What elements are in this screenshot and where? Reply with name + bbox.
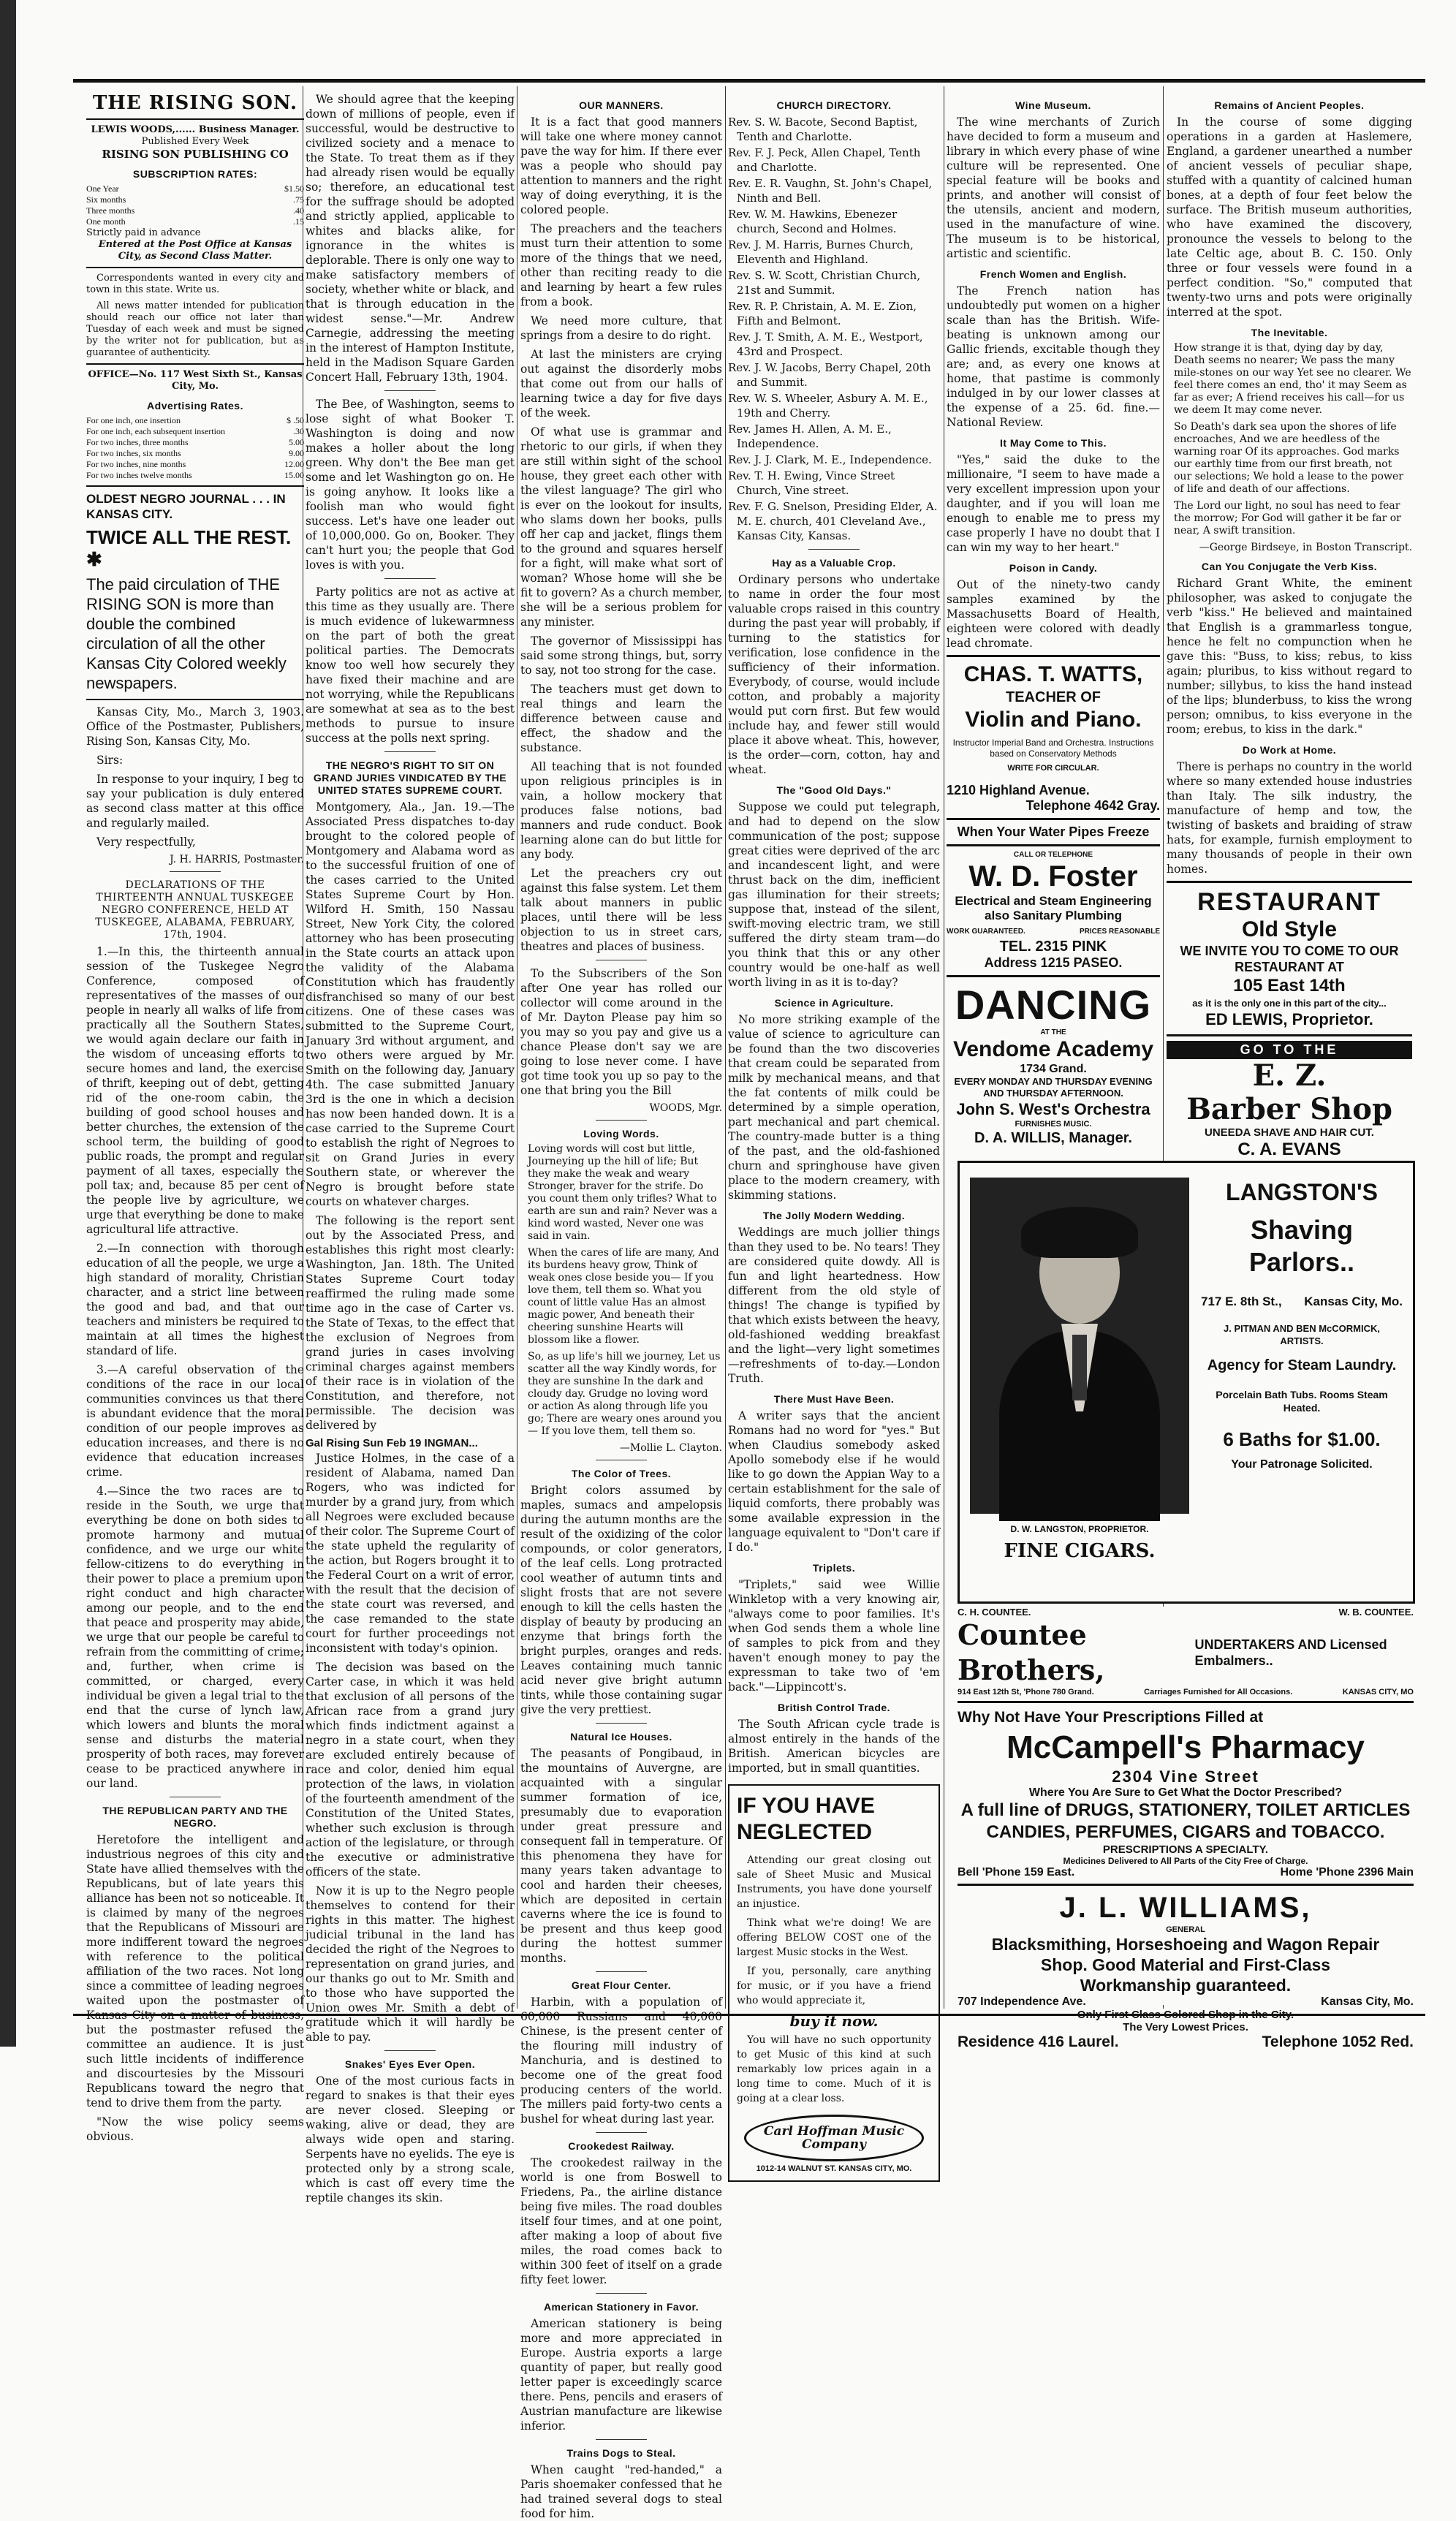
star-icon: ✱ [86,548,102,570]
snakes-heading: Snakes' Eyes Ever Open. [344,2058,476,2070]
patronage: Your Patronage Solicited. [1231,1458,1373,1471]
furnishes-music: FURNISHES MUSIC. [1015,1120,1092,1129]
langston-portrait [970,1178,1189,1514]
republican-closing: "Now the wise policy seems obvious. [86,2115,304,2143]
french-women-body: The French nation has undoubtedly put women on a higher scale than has the British. Wife-beating is unknown among our Gallic friends, excitable though they are; and, as every one knows at home, that pastime is commonly indulged in by our lower classes at the expense of a 25. 6d. fine.—National Review. [947,284,1160,429]
must-have-been-heading: There Must Have Been. [773,1393,895,1405]
baths-price: 6 Baths for $1.00. [1223,1428,1381,1450]
church-entry: Rev. E. R. Vaughn, St. John's Chapel, Ninth and Bell. [728,177,933,205]
church-entry: Rev. J. M. Harris, Burnes Church, Eleventh and Highland. [728,238,914,266]
divider [86,118,304,120]
ancient-peoples-body: In the course of some digging operations in a garden at Haslemere, England, a gardener unearthed a number of ancient vessels of peculiar shape, stuffed with a quantity of calcined human bones, at a depth of four feet below the surface. The British museum authorities, who have examined the discovery, pronounce the vessels to belong to the late Celtic age, about B. C. 150. Only three or four vessels were found in a perfect condition. "So," computed that twenty-two urns and pots were originally interred at the spot. [1167,115,1412,319]
foster-telephone: TEL. 2315 PINK [999,939,1107,955]
prescriptions-question: Why Not Have Your Prescriptions Filled at [958,1709,1264,1726]
countee-address-line: 914 East 12th St, 'Phone 780 Grand. Carriages Furnished for All Occasions. KANSAS CITY, MO [958,1688,1414,1697]
williams-address: 707 Independence Ave. Kansas City, Mo. [958,1995,1414,2008]
portrait-tie [1072,1335,1087,1400]
divider [947,975,1160,977]
church-entry: Rev. F. G. Snelson, Presiding Elder, A. M. E. church, 401 Cleveland Ave., Kansas City, Kansas. [728,500,938,542]
water-pipes-headline: When Your Water Pipes Freeze [957,824,1150,839]
postmaster-letter-closing: Very respectfully, [96,835,196,849]
portrait-hair [1021,1207,1138,1258]
restaurant-address: 105 East 14th [1233,976,1346,996]
subscription-rates [86,183,304,227]
ad-body-3: If you, personally, care anything for music, or if you have a friend who would appreciate it, [737,1965,931,2006]
may-come-body: "Yes," said the duke to the millionaire, "I seem to have made a very excellent impression upon your daughter, and if you will loan me enough to enable me to press my case properly I have no doubt that I can win my way to her heart." [947,453,1160,554]
separator [170,871,221,872]
pitman-mccormick: J. PITMAN AND BEN McCORMICK, ARTISTS. [1223,1323,1381,1346]
shaving: Shaving [1250,1215,1354,1245]
countee-name: Countee Brothers, [958,1618,1105,1686]
divider [86,363,304,365]
must-have-been-body: A writer says that the ancient Romans had no word for "yes." But when Claudius somebody asked Apollo somebody else if he would like to go down the Appian Way to a certain establishment for the sale of liquid comforts, there probably was some available expression in the language equivalent to "Don't care if I do." [728,1409,940,1554]
restaurant-style: Old Style [1241,917,1338,941]
jolly-wedding-body: Weddings are much jollier things than they used to be. No tears! They are considered quite dowdy. All is fun and light heartedness. How different from the old style of things! The change is typified by that which exists between the heavy, old-fashioned wedding breakfast and the light—very light sometimes—refreshments of to-day.—London Truth. [728,1226,940,1385]
church-directory-heading: CHURCH DIRECTORY. [776,99,892,111]
ice-houses-body: The peasants of Pongibaud, in the mountains of Auvergne, are acquainted with a singular summer formation of ice, presumably due to evaporation under great pressure and consequent fall in temperature. Of this phenomena they have for many years taken advantage to cool and harden their cheeses, which are deposited in certain caverns where the ice is found to be present and thus keep good during the hottest summer months. [520,1747,722,1965]
williams-contacts: Residence 416 Laurel. Telephone 1052 Red. [958,2033,1414,2050]
stationery-heading: American Stationery in Favor. [543,2301,699,2313]
barber-ad [1167,1041,1412,1172]
buy-it-now: buy it now. [789,2012,879,2030]
ice-houses-heading: Natural Ice Houses. [570,1731,672,1743]
grand-juries-body-4: The decision was based on the Carter case, in which it was held that exclusion of all persons of the African race from a grand jury which finds indictment against a negro in a state court, when they are excluded entirely because of race and color, denied him equal protection of the laws, in violation of the fourteenth amendment of the Constitution of the United States, whether such exclusion is through action of the legislature, or through the executive or administrative officers of the state. [306,1661,515,1879]
foster-line-1: Electrical and Steam Engineering [955,894,1152,908]
williams-line-1: Blacksmithing, Horseshoeing and Wagon Repair [991,1935,1380,1954]
where-sure: Where You Are Sure to Get What the Doctor Prescribed? [1028,1786,1343,1799]
langston-proprietor: D. W. LANGSTON, PROPRIETOR. [1010,1524,1149,1534]
published-weekly: Published Every Week [141,136,249,147]
church-entry: Rev. James H. Allen, A. M. E., Independence. [728,422,892,450]
restaurant-proprietor: ED LEWIS, Proprietor. [1205,1010,1373,1028]
may-come-heading: It May Come to This. [999,437,1107,449]
loving-words-stanza-2: When the cares of life are many, And its burdens heavy grow, Think of weak ones close beside you— If you love them, tell them so. What you count of little value Has an almost magic power, And beneath their cheering sunshine Hearts will blossom like a flower. [528,1247,719,1346]
science-agriculture-heading: Science in Agriculture. [774,997,894,1009]
fine-cigars: FINE CIGARS. [1004,1540,1156,1562]
grand-juries-body-2: The following is the report sent out by the Associated Press, and establishes this right most clearly: Washington, Jan. 18th. The United States Supreme Court today reaffirmed the ruling made some time ago in the case of Carter vs. the State of Texas, to the effect that the exclusion of Negroes from grand juries in cases involving criminal charges against members of their race is in violation of the Constitution, and therefore, not permissible. The decision was delivered by [306,1214,515,1432]
at-the: AT THE [1040,1028,1066,1036]
flour-center-body: Harbin, with a population of 60,000 Russians and 40,000 Chinese, is the present center of the flouring mill industry of Manchuria, and is destined to become one of the great food producing centers of the world. The millers paid forty-two cents a bushel for wheat during last year. [520,1995,722,2126]
church-entry: Rev. J. W. Jacobs, Berry Chapel, 20th and Summit. [728,361,931,389]
postmaster-letter-date: Kansas City, Mo., March 3, 1903. Office of the Postmaster, Publishers, Rising Son, Kansas City, Mo. [86,705,304,748]
manners-heading: OUR MANNERS. [579,99,664,111]
bottom-ads [958,1607,1414,2050]
mccampell-name: McCampell's Pharmacy [1006,1729,1365,1765]
langston-details [1201,1178,1403,1471]
divider [947,655,1160,657]
kiss-body: Richard Grant White, the eminent philosopher, was asked to conjugate the verb "kiss." He believed and maintained that English is a grammarless tongue, hence he felt no compunction when he gave this: "Buss, to kiss; rebus, to kiss again; pluribus, to kiss without regard to number; sillybus, to kiss the hand instead of the lips; blunderbuss, to kiss the wrong person; omnibus, to kiss everyone in the room; erebus, to kiss in the dark." [1167,577,1412,736]
separator [384,2050,436,2051]
crookedest-railway-heading: Crookedest Railway. [568,2140,675,2152]
advertising-rates [86,415,304,481]
poison-candy-heading: Poison in Candy. [1009,562,1098,574]
restaurant-headline: RESTAURANT [1197,888,1381,916]
manners-p7: The teachers must get down to real things and learn the difference between cause and effect, the shadow and the substance. [520,683,722,754]
entered-note: Entered at the Post Office at Kansas City, as Second Class Matter. [98,239,292,262]
loving-words-heading: Loving Words. [583,1128,659,1140]
stationery-body: American stationery is being more and more appreciated in Europe. Austria exports a large quantity of paper, but really good letter paper is exceedingly scarce there. Pens, pencils and erasers of Austrian manufacture are likewise inferior. [520,2317,722,2433]
dogs-body: When caught "red-handed," a Paris shoemaker confessed that he had trained several dogs to steal food for him. [520,2463,722,2520]
church-list [728,115,940,543]
column-rule [725,86,726,2009]
divider [947,818,1160,820]
manners-p1: It is a fact that good manners will take one where money cannot pave the way for him. If there ever was a people who should pay attention to manners and the right way of doing everything, it is the colored people. [520,115,722,216]
divider [86,699,304,700]
republican-heading: THE REPUBLICAN PARTY AND THE NEGRO. [102,1805,288,1829]
foster-name: W. D. Foster [968,860,1138,892]
british-trade-body: The South African cycle trade is almost entirely in the hands of the British. American bicycles are imported, but in small quantities. [728,1718,940,1775]
ad-body-4: You will have no such opportunity to get Music of this kind at such remarkably low prices again in a long time to come. Much of it is going at a clear loss. [737,2034,931,2104]
church-entry: Rev. J. T. Smith, A. M. E., Westport, 43rd and Prospect. [728,330,923,358]
postmaster-letter-salutation: Sirs: [96,754,124,767]
langston-address: 717 E. 8th St., Kansas City, Mo. [1201,1294,1403,1308]
declaration-2: 2.—In connection with thorough education of all the people, we urge a high standard of morality, Christian character, and a strict line between the good and bad, and that our teachers and ministers be required to maintain at all times the highest standard of life. [86,1242,304,1357]
manners-p5: Of what use is grammar and rhetoric to our girls, if when they are still within sight of the school house, they greet each other with the vilest language? The girl who is ever on the lookout for insults, who slams down her books, pulls off her cap and jacket, flings them to the ground and squares herself for a fight, will make what sort of woman? Whose home will she be fit to govern? As a church member, she will be a serious problem for any minister. [520,425,722,629]
separator [808,549,860,550]
rate-row: For one inch, one insertion $ .50 [86,415,304,425]
declarations-heading: DECLARATIONS OF THE THIRTEENTH ANNUAL TUSKEGEE NEGRO CONFERENCE, HELD AT TUSKEGEE, ALABAMA, FEBRUARY, 17th, 1904. [95,879,295,941]
watts-name: CHAS. T. WATTS, [963,662,1143,686]
restaurant-ad [1167,887,1412,1030]
kiss-heading: Can You Conjugate the Verb Kiss. [1201,561,1378,572]
langston-name: LANGSTON'S [1226,1179,1378,1205]
full-line: A full line of DRUGS, STATIONERY, TOILET ARTICLES [960,1800,1411,1820]
restaurant-invite: WE INVITE YOU TO COME TO OUR RESTAURANT AT [1180,944,1399,974]
rate-row: Six months .75 [86,194,304,205]
foster-line-2: also Sanitary Plumbing [985,909,1122,922]
watts-address: 1210 Highland Avenue. [947,783,1090,797]
strict-note: Strictly paid in advance [86,227,201,238]
willis-manager: D. A. WILLIS, Manager. [974,1130,1132,1146]
church-entry: Rev. R. P. Christain, A. M. E. Zion, Fifth and Belmont. [728,300,917,327]
only-first-class: Only First Class Colored Shop in the City. [1077,2009,1294,2021]
top-rule [73,79,1425,83]
rate-row: One month .15 [86,216,304,227]
good-old-days-body: Suppose we could put telegraph, and had to depend on the slow communication of the post; suppose great cities were deprived of the arc and incandescent light, and were thrust back on the dim, inefficient gas illumination for their streets; suppose that, instead of the silent, swift-moving electric tram, we still suffered the dirty steam tram—do you think that this or any other country would be one-half as well worth living in as it is to-day? [728,800,940,989]
countee-partners: C. H. COUNTEE. W. B. COUNTEE. [958,1607,1414,1618]
countee-ad [958,1618,1414,1688]
orchestra-name: John S. West's Orchestra [956,1100,1150,1118]
vine-street: 2304 Vine Street [1112,1767,1259,1786]
advertising-rates-heading: Advertising Rates. [147,400,243,412]
postmaster-letter-body: In response to your inquiry, I beg to say your publication is duly entered as second class matter at this office and regularly mailed. [86,773,304,830]
hay-heading: Hay as a Valuable Crop. [772,557,896,569]
watts-ad [947,661,1160,814]
manners-p3: We need more culture, that springs from a desire to do right. [520,314,722,342]
carnegie-quote: We should agree that the keeping down of millions of people, even if successful, would be destructive to civilized society and a menace to the State. To treat them as if they had already risen would be equally so; therefore, an educational test for the suffrage should be adopted and strictly applied, applicable to whites and blacks alike, for ignorance in the whites is deplorable. There is only one way to make satisfactory members of society, whether white or black, and that is through education in the widest sense."—Mr. Andrew Carnegie, addressing the meeting in the interest of Hampton Institute, held in the Madison Square Garden Concert Hall, February 13th, 1904. [306,93,515,384]
church-entry: Rev. T. H. Ewing, Vince Street Church, Vine street. [728,469,895,497]
ancient-peoples-heading: Remains of Ancient Peoples. [1214,99,1365,111]
medicines-delivered: Medicines Delivered to All Parts of the City Free of Charge. [1063,1856,1308,1866]
good-old-days-heading: The "Good Old Days." [776,784,892,796]
declaration-4: 4.—Since the two races are to reside in the South, we urge that everything be done on both sides to promote harmony and mutual confidence, and we urge our white fellow-citizens to do everything in their power to place a premium upon right conduct and high character among our people, and to the end that peace and prosperity may abide, we urge that our people be careful to refrain from the committing of crime; and, further, when crime is committed, or charged, every individual be given a legal trial to the end that the curse of lynch law, which lowers and blunts the moral sense and disturbs the material prosperity of both races, may forever cease to be practiced anywhere in our land. [86,1485,304,1790]
inevitable-stanza-3: The Lord our light, no soul has need to fear the morrow; For God will gather it be far or near, A swift transition. [1174,500,1401,537]
republican-body: Heretofore the intelligent and industrious negroes of this city and State have allied themselves with the Republicans, but of late years this alliance has been not so noticeable. It is claimed by many of the negroes that the Republicans of Missouri are more indifferent toward the negroes with reference to the political affiliation of the two races. Not long since a committee of leading negroes waited upon the postmaster of Kansas City on a matter of business, but the postmaster refused the committee an audience. It is just such little incidents of indifference and discourtesies by the Missouri Republicans toward the negro that tend to drive them from the party. [86,1833,304,2109]
circulation-claim: The paid circulation of THE RISING SON is more than double the combined circulation of all the other Kansas City Colored weekly newspapers. [86,575,287,692]
porcelain-tubs: Porcelain Bath Tubs. Rooms Steam Heated. [1216,1389,1388,1414]
science-agriculture-body: No more striking example of the value of science to agriculture can be found than the two discoveries that cream could be separated from milk by mechanical means, and that the fat contents of milk could be determined by a simple operation, part mechanical and part chemical. The country-made butter is a thing of the past, and the old-fashioned churn and springhouse have given place to the modern creamery, with skimming stations. [728,1013,940,1202]
loving-words-stanza-1: Loving words will cost but little, Journeying up the hill of life; But they make the weak and weary Stronger, braver for the strife. Do you count them only trifles? What to earth are sun and rain? Never was a kind word wasted, Never one was said in vain. [528,1143,718,1242]
divider [86,267,304,268]
watts-instructor: Instructor Imperial Band and Orchestra. Instructions based on Conservatory Methods [952,738,1154,759]
subscription-rates-heading: SUBSCRIPTION RATES: [132,168,258,180]
wine-museum-body: The wine merchants of Zurich have decided to form a museum and library in which every phase of wine culture will be represented. One special feature will be books and prints, and another will consist of the utensils, ancient and modern, used in the manufacture of wine. The museum is to be historical, artistic and scientific. [947,115,1160,260]
inevitable-stanza-2: So Death's dark sea upon the shores of life encroaches, And we are heedless of the warning roar Of its approaches. God marks our earthly time from our first breath, not our selections; We hold a lease to the power of life and death of our affections. [1174,421,1403,495]
ad-body-1: Attending our great closing out sale of Sheet Music and Musical Instruments, you have done yourself an injustice. [737,1854,931,1910]
newspaper-page [73,79,1425,2520]
barber-shop: Barber Shop [1186,1092,1392,1126]
hoffman-logo: Carl Hoffman Music Company [744,2115,924,2161]
prescriptions-specialty: PRESCRIPTIONS A SPECIALTY. [1102,1843,1269,1856]
date-stamp: Gal Rising Sun Feb 19 INGMAN... [306,1437,478,1449]
separator [384,578,436,579]
dogs-heading: Trains Dogs to Steal. [566,2447,676,2459]
separator [384,751,436,752]
undertakers: UNDERTAKERS AND Licensed Embalmers.. [1194,1637,1387,1668]
rate-row: One Year $1.50 [86,183,304,194]
bee-washington: The Bee, of Washington, seems to lose sight of what Booker T. Washington is doing and now makes a holler about the long green. Why don't the Bee man get some and let Washington go on. He is going anyhow. It looks like a foolish man who would fight success. Let's have one leader out of 10,000,000. Go on, Booker. They can't hurt you; the people that God loves is with you. [306,398,515,572]
inevitable-heading: The Inevitable. [1251,327,1328,338]
rate-row: For two inches, nine months 12.00 [86,459,304,469]
crookedest-railway-body: The crookedest railway in the world is one from Boswell to Friedens, Pa., the airline distance being five miles. The road doubles itself four times, and at one point, after making a loop of about five miles, the road comes back to within 300 feet of itself on a grade fifty feet lower. [520,2156,722,2286]
restaurant-only: as it is the only one in this part of the city... [1192,998,1387,1009]
rate-row: For two inches, three months 5.00 [86,437,304,447]
rate-row: Three months .40 [86,205,304,216]
rate-row: For one inch, each subsequent insertion .30 [86,426,304,436]
grand-juries-body-3: Justice Holmes, in the case of a resident of Alabama, named Dan Rogers, who was indicted for murder by a grand jury, from which all Negroes were excluded because of their color. The Supreme Court of the state upheld the regularity of the action, but Rogers brought it to the Federal Court on a writ of error, with the result that the decision of the state court was reversed, and the case remanded to the state court for further proceedings not inconsistent with today's opinion. [306,1452,515,1655]
watts-instruments: Violin and Piano. [965,708,1142,732]
twice-all-the-rest: TWICE ALL THE REST. ✱ [86,526,292,570]
color-of-trees-body: Bright colors assumed by maples, sumacs and ampelopsis during the autumn months are the result of the oxidizing of the color compounds, or color generators, of the leaf cells. Long protracted cool weather of autumn tints and slight frosts that are not severe enough to kill the cells hasten the display of beauty by producing an enzyme that brings forth the bright purples, oranges and reds. Leaves containing much tannic acid never give bright autumn tints, while those containing sugar give the very prettiest. [520,1484,722,1716]
mccampell-phones: Bell 'Phone 159 East. Home 'Phone 2396 Main [958,1866,1414,1879]
williams-general: GENERAL [1166,1925,1205,1934]
evans-name: C. A. EVANS [1237,1140,1341,1159]
business-manager: LEWIS WOODS,...... Business Manager. [91,124,300,135]
party-politics: Party politics are not as active at this time as they usually are. There is much evidence of lukewarmness on the part of both the great political parties. The Democrats know too well how securely they have fixed their machine and are not worrying, while the Republicans are somewhat at sea as to the best methods to pursue to insure success at the polls next spring. [306,585,515,745]
ad-headline-2: NEGLECTED [737,1820,873,1844]
divider [958,1884,1414,1886]
declaration-3: 3.—A careful observation of the conditions of the race in our local communities convinces us that there is abundant evidence that the moral condition of our people improves as education increases, and there is no evidence that education increases crime. [86,1363,304,1479]
column-1 [86,92,304,2143]
hoffman-music-ad [728,1784,940,2182]
separator [384,390,436,391]
jolly-wedding-heading: The Jolly Modern Wedding. [762,1210,906,1221]
candies-line: CANDIES, PERFUMES, CIGARS and TOBACCO. [986,1822,1385,1842]
ez-headline: E. Z. [1252,1058,1327,1093]
rate-row: For two inches twelve months 15.00 [86,470,304,480]
grand-juries-heading: THE NEGRO'S RIGHT TO SIT ON GRAND JURIES VINDICATED BY THE UNITED STATES SUPREME COURT. [313,759,507,796]
church-entry: Rev. F. J. Peck, Allen Chapel, Tenth and Charlotte. [728,146,921,174]
church-entry: Rev. J. J. Clark, M. E., Independence. [728,453,932,466]
dancing-headline: DANCING [955,982,1152,1028]
vendome-name: Vendome Academy [953,1037,1153,1061]
williams-name: J. L. WILLIAMS, [1059,1892,1312,1924]
snakes-body: One of the most curious facts in regard to snakes is that their eyes are never closed. Sleeping or waking, alive or dead, they are always wide open and staring. Serpents have no eyelids. The eye is protected only by a strong scale, which is cast off every time the reptile changes its skin. [306,2074,515,2205]
divider [1167,1034,1412,1036]
grand-juries-body-5: Now it is up to the Negro people themselves to contend for their rights in this matter. The highest judicial tribunal in the land has decided the right of the Negroes to representation on grand juries, and our thanks go out to Mr. Smith and to those who have supported the Union owes Mr. Smith a debt of gratitude which it will hardly be able to pay. [306,1884,515,2044]
vendome-address: 1734 Grand. [1020,1063,1087,1075]
hoffman-address: 1012-14 WALNUT ST. KANSAS CITY, MO. [756,2164,912,2173]
column-4 [728,92,940,2173]
church-entry: Rev. S. W. Bacote, Second Baptist, Tenth and Charlotte. [728,115,918,143]
office-address: OFFICE—No. 117 West Sixth St., Kansas City, Mo. [88,369,303,392]
french-women-heading: French Women and English. [979,268,1127,280]
triplets-heading: Triplets. [812,1562,856,1574]
church-entry: Rev. S. W. Scott, Christian Church, 21st and Summit. [728,269,921,297]
williams-line-3: Workmanship guaranteed. [1080,1976,1292,1995]
divider [1167,881,1412,883]
divider [947,844,1160,846]
loving-words-author: —Mollie L. Clayton. [619,1442,722,1454]
postmaster-signature: J. H. HARRIS, Postmaster. [170,854,304,865]
divider [958,1701,1414,1703]
foster-address: Address 1215 PASEO. [984,955,1123,970]
correspondents-note: Correspondents wanted in every city and town in this state. Write us. [86,273,304,295]
bottom-rule [73,2014,1425,2016]
parlors: Parlors.. [1248,1247,1355,1277]
watts-telephone: Telephone 4642 Gray. [1025,798,1160,813]
publisher: RISING SON PUBLISHING CO [102,148,289,161]
divider [86,485,304,487]
manners-p8: All teaching that is not founded upon religious principles is in vain, a hollow mockery that produces false notions, bad manners and rude conduct. Book learning alone can do but little for any body. [520,760,722,861]
column-2 [306,92,515,2205]
british-trade-heading: British Control Trade. [777,1702,891,1713]
williams-line-2: Shop. Good Material and First-Class [1040,1955,1331,1974]
oldest-journal: OLDEST NEGRO JOURNAL . . . IN KANSAS CITY. [86,492,286,521]
subscribers-notice: To the Subscribers of the Son after One year has rolled our collector will come around in the of Mr. Dayton Please pay him so you may so you pay and give us a chance Please don't say we are going to lose never come. I have got time took you up so pay to the one that bring you the Bill [520,967,722,1097]
woods-signature: WOODS, Mgr. [649,1102,722,1114]
steam-laundry: Agency for Steam Laundry. [1207,1357,1397,1373]
ad-body-2: Think what we're doing! We are offering BELOW COST one of the largest Music stocks in the West. [737,1917,931,1958]
uneeda: UNEEDA SHAVE AND HAIR CUT. [1205,1126,1374,1139]
foster-terms: WORK GUARANTEED. PRICES REASONABLE [947,928,1160,936]
langston-ad [958,1161,1415,1604]
column-3 [520,92,722,2520]
grand-juries-body-1: Montgomery, Ala., Jan. 19.—The Associated Press dispatches to-day brought to the colored people of Montgomery and Alabama word as to the successful fruition of one of the cases carried to the United States Supreme Court by Hon. Wilford H. Smith, 150 Nassau Street, New York City, the colored attorney who has been prosecuting in the State courts an attack upon the validity of the Alabama Constitution which has fraudently disfranchised so many of our best citizens. One of these cases was submitted to the Supreme Court, January 3rd without argument, and two others were argued by Mr. Smith on the following day, January 4th. The case submitted January 3rd is the one in which a decision has now been handed down. It is a case carried to the Supreme Court to establish the right of Negroes to sit on Grand Juries in every Southern state, or wherever the Negro is brought before state courts on whatever charges. [306,800,515,1208]
watts-teacher: TEACHER OF [1006,689,1101,705]
foster-ad [947,851,1160,971]
news-notice: All news matter intended for publication should reach our office not later than Tuesday of each week and must be signed by the writer not for publication, but as guarantee of authenticity. [86,300,304,358]
separator [596,2439,647,2440]
church-entry: Rev. W. S. Wheeler, Asbury A. M. E., 19th and Cherry. [728,392,928,420]
lowest-prices: The Very Lowest Prices. [1123,2021,1248,2033]
go-to-the: GO TO THE [1167,1041,1412,1059]
separator [596,2132,647,2133]
triplets-body: "Triplets," said wee Willie Winkletop with a very knowing air, "always come to poor families. It's when God sends them a whole line of samples to pick from and they haven't enough money to pay the expressman to take two of 'em back."—Lippincott's. [728,1578,940,1694]
wine-museum-heading: Wine Museum. [1015,99,1091,111]
hay-body: Ordinary persons who undertake to name in order the four most valuable crops raised in this country during the past year will probably, if turning to the statistics for verification, lose confidence in the sufficiency of their information. Everybody, of course, would include cotton, and probably a majority would put corn first. But few would include hay, and fewer still would place it above wheat. This, however, is the order—corn, cotton, hay and wheat. [728,573,940,776]
poison-candy-body: Out of the ninety-two candy samples examined by the Massachusetts Board of Health, eighteen were colored with deadly lead chromate. [947,578,1160,650]
declaration-1: 1.—In this, the thirteenth annual session of the Tuskegee Negro Conference, composed of representatives of the masses of our people in nearly all walks of life from practically all the Southern States, we would again declare our faith in the wisdom of unceasing efforts to secure homes and land, the exercise of thrift, keeping out of debt, getting rid of the one-room cabin, the building of good school houses and better churches, the extension of the school term, the building of good public roads, the prompt and regular payment of all taxes, especially the poll tax; and, because 85 per cent of the people live by agriculture, we urge that everything be done to make agricultural life attractive. [86,945,304,1236]
vendome-schedule: EVERY MONDAY AND THURSDAY EVENING AND THURSDAY AFTERNOON. [954,1076,1153,1099]
inevitable-stanza-1: How strange it is that, dying day by day, Death seems no nearer; We pass the many mile-stones on our way Yet see no clearer. We feel there comes an end, tho' it may Seem as far as ever; A friend receives his call—for us we deem It may come never. [1174,342,1411,416]
ad-headline-1: IF YOU HAVE [737,1794,875,1818]
separator [596,2293,647,2294]
loving-words-stanza-3: So, as up life's hill we journey, Let us scatter all the way Kindly words, for they are sunshine In the dark and cloudy day. Grudge no loving word or action As along through life you go; There are weary ones around you— If you love them, tell them so. [528,1351,722,1437]
rate-row: For two inches, six months 9.00 [86,448,304,458]
church-entry: Rev. W. M. Hawkins, Ebenezer church, Second and Holmes. [728,208,898,235]
work-home-heading: Do Work at Home. [1242,744,1337,756]
color-of-trees-heading: The Color of Trees. [571,1468,672,1479]
separator [596,1723,647,1724]
manners-p9: Let the preachers cry out against this false system. Let them talk about manners in public places, until there will be less objection to us in street cars, theatres and places of business. [520,867,722,953]
manners-p6: The governor of Mississippi has said some strong things, but, sorry to say, not too strong for the case. [520,634,722,677]
manners-p4: At last the ministers are crying out against the disorderly mobs that come out from our halls of learning twice a day for five days of the week. [520,348,722,420]
separator [596,1120,647,1121]
watts-write: WRITE FOR CIRCULAR. [1007,764,1099,773]
scan-edge [0,0,16,2047]
masthead-title: THE RISING SON. [92,92,298,114]
foster-call: CALL OR TELEPHONE [1013,851,1093,859]
manners-p2: The preachers and the teachers must turn their attention to some more of the things that we need, other than reciting ready to die and learning by heart a few rules from a book. [520,222,722,308]
flour-center-heading: Great Flour Center. [571,1979,672,1991]
work-home-body: There is perhaps no country in the world where so many extended house industries than Italy. The silk industry, the manufacture of hemp and tow, the twisting of baskets and braiding of straw hats, for example, furnish employment to many thousands of people in their own homes. [1167,760,1412,876]
separator [596,1971,647,1972]
inevitable-author: —George Birdseye, in Boston Transcript. [1199,542,1412,553]
vendome-ad [947,982,1160,1148]
